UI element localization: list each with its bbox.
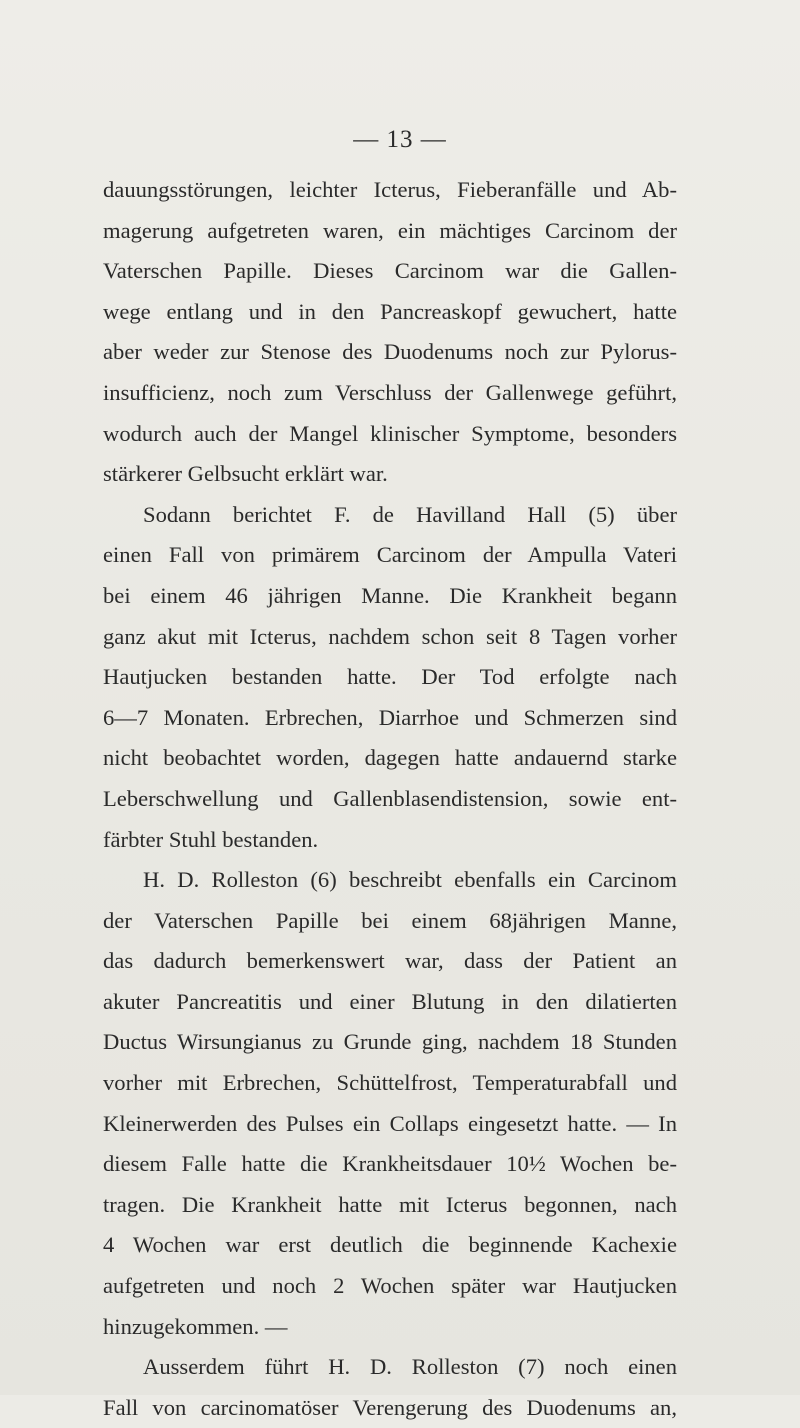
text-line: bei einem 46 jährigen Manne. Die Krankheit begann: [103, 582, 677, 608]
text-line: akuter Pancreatitis und einer Blutung in den dilatierten: [103, 988, 677, 1014]
text-line: wege entlang und in den Pancreaskopf gewuchert, hatte: [103, 298, 677, 324]
text-line: stärkerer Gelbsucht erklärt war.: [103, 461, 388, 487]
text-line: vorher mit Erbrechen, Schüttelfrost, Temperaturabfall und: [103, 1070, 677, 1096]
text-line: diesem Falle hatte die Krankheitsdauer 10½ Wochen be-: [103, 1151, 677, 1177]
text-line: magerung aufgetreten waren, ein mächtiges Carcinom der: [103, 217, 677, 243]
text-line: Ausserdem führt H. D. Rolleston (7) noch einen: [143, 1354, 677, 1380]
text-line: färbter Stuhl bestanden.: [103, 826, 319, 852]
text-line: der Vaterschen Papille bei einem 68jährigen Manne,: [103, 907, 677, 933]
text-line: 4 Wochen war erst deutlich die beginnende Kachexie: [103, 1232, 677, 1258]
text-line: Ductus Wirsungianus zu Grunde ging, nachdem 18 Stunden: [103, 1029, 677, 1055]
text-line: einen Fall von primärem Carcinom der Ampulla Vateri: [103, 542, 677, 568]
text-line: Leberschwellung und Gallenblasendistension, sowie ent-: [103, 785, 677, 811]
page-number: — 13 —: [353, 126, 447, 153]
text-line: aufgetreten und noch 2 Wochen später war Hautjucken: [103, 1273, 677, 1299]
text-line: dauungsstörungen, leichter Icterus, Fieberanfälle und Ab-: [103, 177, 677, 202]
text-line: Vaterschen Papille. Dieses Carcinom war die Gallen-: [103, 258, 677, 284]
text-line: 6—7 Monaten. Erbrechen, Diarrhoe und Schmerzen sind: [103, 704, 677, 730]
text-line: Sodann berichtet F. de Havilland Hall (5) über: [143, 501, 677, 527]
text-line: Kleinerwerden des Pulses ein Collaps eingesetzt hatte. — In: [103, 1110, 677, 1136]
text-line: H. D. Rolleston (6) beschreibt ebenfalls ein Carcinom: [143, 867, 677, 893]
text-line: hinzugekommen. —: [103, 1313, 288, 1339]
text-line: tragen. Die Krankheit hatte mit Icterus begonnen, nach: [103, 1191, 677, 1217]
text-line: ganz akut mit Icterus, nachdem schon seit 8 Tagen vorher: [103, 623, 677, 649]
text-line: Hautjucken bestanden hatte. Der Tod erfolgte nach: [103, 664, 677, 690]
text-line: wodurch auch der Mangel klinischer Symptome, besonders: [103, 420, 677, 446]
text-line: insufficienz, noch zum Verschluss der Gallenwege geführt,: [103, 379, 677, 405]
text-line: Fall von carcinomatöser Verengerung des Duodenums an,: [103, 1394, 677, 1420]
text-line: das dadurch bemerkenswert war, dass der Patient an: [103, 948, 677, 974]
body-text: [103, 170, 677, 1428]
text-line: nicht beobachtet worden, dagegen hatte andauernd starke: [103, 745, 677, 771]
text-line: aber weder zur Stenose des Duodenums noch zur Pylorus-: [103, 339, 677, 365]
